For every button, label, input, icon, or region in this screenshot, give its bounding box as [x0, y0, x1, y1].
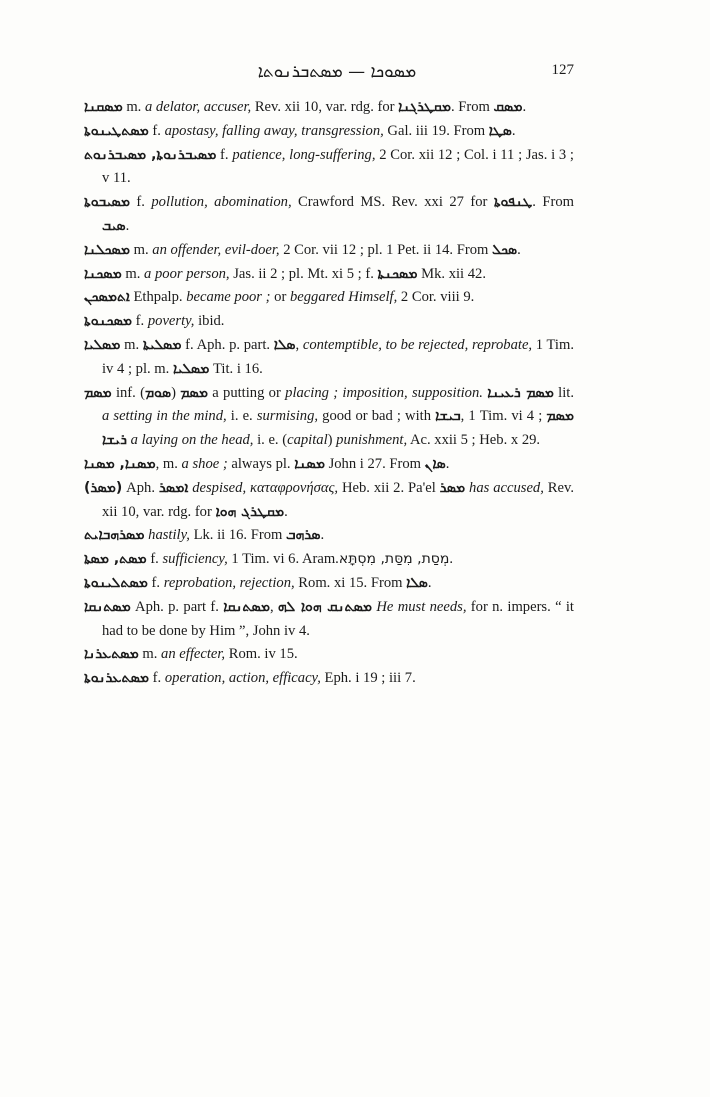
dictionary-entry: [84, 96, 574, 120]
entry-text: f.: [129, 194, 152, 211]
syriac-form: ܣܘܡ: [144, 384, 172, 401]
entry-definition: patience, long-suffering,: [232, 146, 376, 163]
syriac-form: ܡܣܬܢܩܐ: [223, 598, 270, 615]
entry-headword: ܡܣܪܗܒܐܝܬ: [84, 527, 145, 544]
dictionary-entry: [84, 334, 574, 382]
entry-text: ibid.: [194, 313, 225, 330]
entry-text: always pl.: [227, 455, 295, 472]
syriac-form: ܡܣܬܢܩ ܗܘܐ ܠܗ: [277, 598, 373, 615]
entry-headword: ܡܣܟܠܢܐ: [84, 241, 130, 258]
syriac-form: ܡܣܟܢܬܐ: [377, 265, 418, 282]
entry-headword: ܡܣܩܢܐ: [84, 99, 123, 115]
entry-definition: poverty,: [147, 313, 195, 330]
hebrew-form: מְסַת, מִסַּת, מִסְתָּא: [338, 551, 450, 568]
entry-text: Aph. p. part f.: [130, 598, 224, 615]
dictionary-entry: [84, 453, 574, 477]
entry-text: Heb. xii 2. Pa'el: [338, 479, 440, 496]
entry-text: f.: [216, 146, 233, 163]
entry-headword: ܡܣܟܢܐ: [84, 265, 122, 282]
entry-text: i. e. (: [253, 432, 288, 449]
entry-text: 2 Cor. vii 12 ; pl. 1 Pet. ii 14. From: [279, 241, 492, 258]
entry-headword: ܡܣܡ: [84, 384, 112, 401]
syriac-form: ܐܡܣܪ: [158, 479, 189, 496]
entry-text: . From: [450, 99, 494, 115]
syriac-form: ܡܣܡ ܪܝܫܐ: [102, 408, 575, 449]
syriac-form: ܡܩܛܪܓ ܗܘܐ: [215, 503, 285, 520]
entry-text: , m.: [155, 455, 182, 472]
entry-definition: beggared Himself,: [289, 289, 398, 306]
syriac-form: ܡܣܡ: [180, 384, 208, 401]
entry-headword: ܡܣܢܐ, ܡܣܢܐ: [84, 455, 156, 472]
syriac-form: ܡܣܢܐ: [294, 455, 325, 472]
entry-text: .: [284, 503, 288, 520]
entry-headword: ܡܣܬ, ܡܣܬܐ: [84, 551, 147, 568]
entry-text: .: [449, 551, 454, 568]
dictionary-entry: [84, 382, 574, 453]
page-number: 127: [551, 62, 574, 78]
dictionary-entry: [84, 191, 574, 239]
entry-text: , 1 Tim. vi 4 ;: [460, 408, 547, 425]
entry-text: .: [427, 574, 432, 591]
entry-headword: ܡܣܬܥܪܢܘܬܐ: [84, 670, 150, 687]
entry-text: .: [522, 99, 527, 115]
dictionary-entry: [84, 548, 574, 572]
entry-definition: a poor person,: [144, 265, 230, 282]
entry-definition: an offender, evil-doer,: [152, 241, 280, 258]
syriac-form: ܡܣܪ: [439, 479, 466, 496]
syriac-form: ܒܝܫܐ: [435, 408, 461, 425]
entry-text: Rom. xi 15. From: [294, 574, 407, 591]
entry-text: f. Aph. p. part.: [181, 336, 274, 353]
entry-text: Ac. xxii 5 ; Heb. x 29.: [407, 432, 541, 449]
entry-text: ,: [269, 598, 278, 615]
entry-text: Lk. ii 16. From: [189, 527, 286, 544]
entry-definition: apostasy, falling away, transgression,: [164, 122, 384, 139]
entry-text: a putting or: [207, 384, 286, 401]
entry-text: 1 Tim. vi 6. Aram.: [227, 551, 339, 568]
syriac-form: ܣܐܢ: [424, 455, 446, 472]
dictionary-entry: [84, 263, 574, 287]
entry-text: 2 Cor. xii 12 ; Col. i 11 ; Jas. i 3 ; v 11.: [102, 146, 574, 187]
syriac-form: ܡܣܡ ܪܥܝܢܐ: [487, 384, 554, 401]
entry-text: 2 Cor. viii 9.: [397, 289, 475, 306]
dictionary-entry: [84, 477, 574, 525]
entry-headword: ܡܣܝܒܘܬܐ: [84, 194, 130, 211]
dictionary-entry: [84, 144, 574, 192]
entry-text: .: [125, 217, 130, 234]
syriac-form: ܣܠܐ: [273, 336, 296, 353]
entry-definition: a shoe ;: [181, 455, 228, 472]
syriac-form: ܛܢܦܘܬܐ: [493, 194, 533, 211]
syriac-form: ܣܟܠ: [492, 241, 518, 258]
entry-text: .: [445, 455, 450, 472]
syriac-form: ܣܛܐ: [488, 122, 512, 139]
entry-headword: (ܡܣܪ): [84, 479, 123, 496]
entry-text: f.: [132, 313, 148, 330]
entry-headword: ܡܣܟܢܘܬܐ: [84, 313, 133, 330]
running-head: ܡܣܘܟܐ — ܡܣܬܒܪܢܘܬܐ: [257, 62, 417, 82]
syriac-form: ܣܠܐ: [406, 574, 428, 591]
entry-definition: has accused,: [465, 479, 544, 496]
dictionary-entry: [84, 596, 574, 644]
entry-definition: pollution, abomination,: [151, 194, 292, 211]
entry-text: Crawford MS. Rev. xxi 27 for: [291, 194, 494, 211]
entry-text: Tit. i 16.: [209, 360, 263, 377]
entry-text: ): [171, 384, 181, 401]
syriac-form: ܣܪܗܒ: [286, 527, 321, 544]
entry-definition: capital: [287, 432, 328, 449]
syriac-form: ܣܝܒ: [102, 217, 126, 234]
entry-definition: punishment,: [336, 432, 408, 449]
entry-headword: ܡܣܬܠܝܢܘܬܐ: [84, 574, 148, 591]
entry-definition: despised, καταφρονήσας,: [188, 479, 339, 496]
entry-text: f.: [146, 551, 163, 568]
entry-text: Gal. iii 19. From: [383, 122, 489, 139]
entry-definition: a delator, accuser,: [144, 99, 252, 115]
syriac-form: ܡܣܠܝܐ: [172, 360, 210, 377]
entry-definition: reprobation, rejection,: [163, 574, 295, 591]
entry-definition: sufficiency,: [162, 551, 228, 568]
entry-text: i. e.: [226, 408, 257, 425]
entry-text: .: [320, 527, 325, 544]
dictionary-entry: [84, 643, 574, 667]
entry-list: [84, 96, 574, 691]
entry-text: good or bad ; with: [318, 408, 436, 425]
entry-headword: ܐܬܡܣܟܢ: [84, 289, 130, 306]
entry-headword: ܡܣܬܛܝܢܘܬܐ: [84, 122, 149, 139]
entry-text: lit.: [553, 384, 574, 401]
syriac-form: ܡܣܠܝܬܐ: [142, 336, 182, 353]
entry-definition: operation, action, efficacy,: [164, 670, 321, 687]
entry-text: Rev. xii 10, var. rdg. for: [102, 479, 574, 520]
entry-definition: a laying on the head,: [126, 432, 254, 449]
dictionary-entry: [84, 310, 574, 334]
entry-text: Aph.: [122, 479, 159, 496]
entry-headword: ܡܣܬܥܪܢܐ: [84, 646, 139, 663]
entry-text: ,: [295, 336, 303, 353]
entry-definition: placing ; imposition, supposition.: [285, 384, 483, 401]
entry-text: m.: [121, 265, 145, 282]
entry-text: f.: [149, 670, 165, 687]
entry-text: m.: [130, 241, 153, 258]
entry-headword: ܡܣܝܒܪܢܘܬܐ, ܡܣܝܒܪܢܘܬ: [84, 146, 217, 163]
entry-definition: surmising,: [256, 408, 319, 425]
entry-text: Eph. i 19 ; iii 7.: [320, 670, 416, 687]
entry-text: inf. (: [111, 384, 145, 401]
syriac-form: ܡܣܩ: [493, 99, 523, 115]
entry-text: m.: [120, 336, 143, 353]
dictionary-entry: [84, 572, 574, 596]
entry-definition: a setting in the mind,: [102, 408, 227, 425]
entry-text: m.: [122, 99, 145, 115]
entry-text: f.: [148, 122, 165, 139]
entry-headword: ܡܣܬܢܩܐ: [84, 598, 131, 615]
entry-text: Jas. ii 2 ; pl. Mt. xi 5 ; f.: [229, 265, 378, 282]
entry-definition: contemptible, to be rejected, reprobate,: [302, 336, 533, 353]
dictionary-entry: [84, 286, 574, 310]
entry-text: . From: [532, 194, 575, 211]
entry-text: Mk. xii 42.: [417, 265, 486, 282]
entry-text: Rom. iv 15.: [225, 646, 298, 663]
entry-definition: He must needs,: [376, 598, 467, 615]
entry-text: John i 27. From: [324, 455, 425, 472]
entry-text: m.: [138, 646, 162, 663]
entry-definition: hastily,: [148, 527, 190, 544]
entry-text: 1 Tim. iv 4 ; pl. m.: [102, 336, 574, 377]
entry-text: .: [511, 122, 516, 139]
entry-text: .: [517, 241, 521, 258]
syriac-form: ܡܩܛܪܓܢܐ: [398, 99, 451, 115]
dictionary-entry: [84, 120, 574, 144]
entry-text: Ethpalp.: [129, 289, 187, 306]
entry-text: or: [270, 289, 290, 306]
dictionary-entry: [84, 239, 574, 263]
entry-text: for n. impers. “ it had to be done by Him ”, John iv 4.: [102, 598, 574, 639]
dictionary-entry: [84, 667, 574, 691]
entry-text: Rev. xii 10, var. rdg. for: [251, 99, 399, 115]
entry-text: f.: [147, 574, 164, 591]
dictionary-entry: [84, 524, 574, 548]
entry-text: ): [327, 432, 337, 449]
page-header: [100, 62, 574, 84]
entry-definition: became poor ;: [186, 289, 271, 306]
entry-definition: an effecter,: [161, 646, 226, 663]
entry-headword: ܡܣܠܝܐ: [84, 336, 121, 353]
